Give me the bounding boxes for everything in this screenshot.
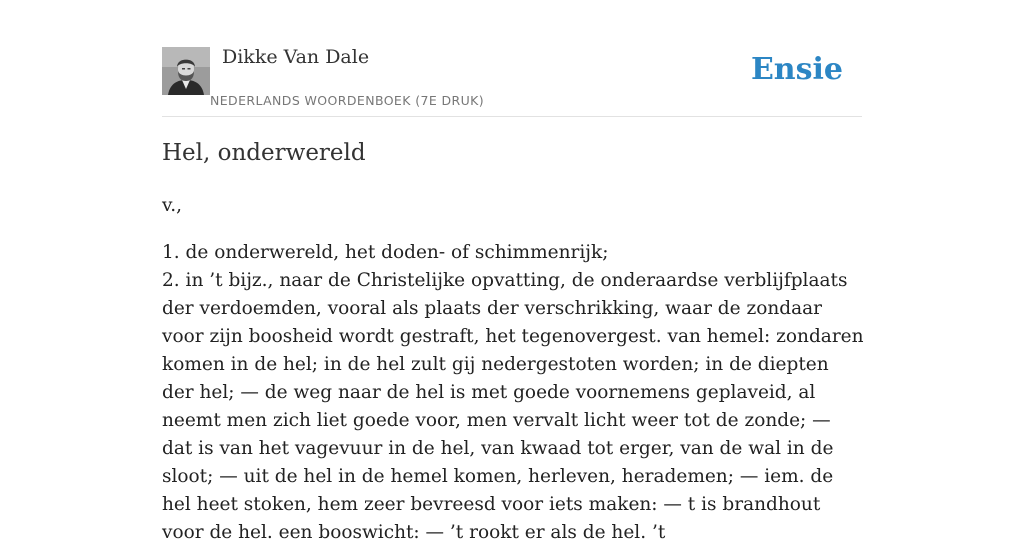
ensie-logo[interactable]: Ensie (750, 52, 843, 87)
definition-item: 1. de onderwereld, het doden- of schimmenrijk; (162, 242, 609, 263)
part-of-speech: v., (162, 195, 183, 216)
author-name[interactable]: Dikke Van Dale (222, 46, 370, 68)
entry-title: Hel, onderwereld (162, 140, 366, 166)
page-header (162, 0, 862, 117)
definition-item: 2. in ’t bijz., naar de Christelijke opvatting, de onderaardse verblijfplaats der verdoemden, vooral als plaats der verschrikking, waar de zondaar voor zijn boosheid wordt gestraft, het tegenovergest. van hemel: zondaren komen in de hel; in de hel zult gij nedergestoten worden; in de diepten der hel; — de weg naar de hel is met goede voornemens geplaveid, al neemt men zich liet goede voor, men vervalt licht weer tot de zonde; — dat is van het vagevuur in de hel, van kwaad tot erger, van de wal in de sloot; — uit de hel in de hemel komen, herleven, herademen; — iem. de hel heet stoken, hem zeer bevreesd voor iets maken: — t is brandhout voor de hel. een booswicht: — ’t rookt er als de hel. ’t (162, 270, 864, 543)
definitions (162, 239, 864, 547)
author-avatar[interactable] (162, 47, 210, 95)
source-label[interactable]: NEDERLANDS WOORDENBOEK (7E DRUK) (210, 93, 485, 108)
portrait-image (162, 47, 210, 95)
page-container (162, 0, 864, 543)
